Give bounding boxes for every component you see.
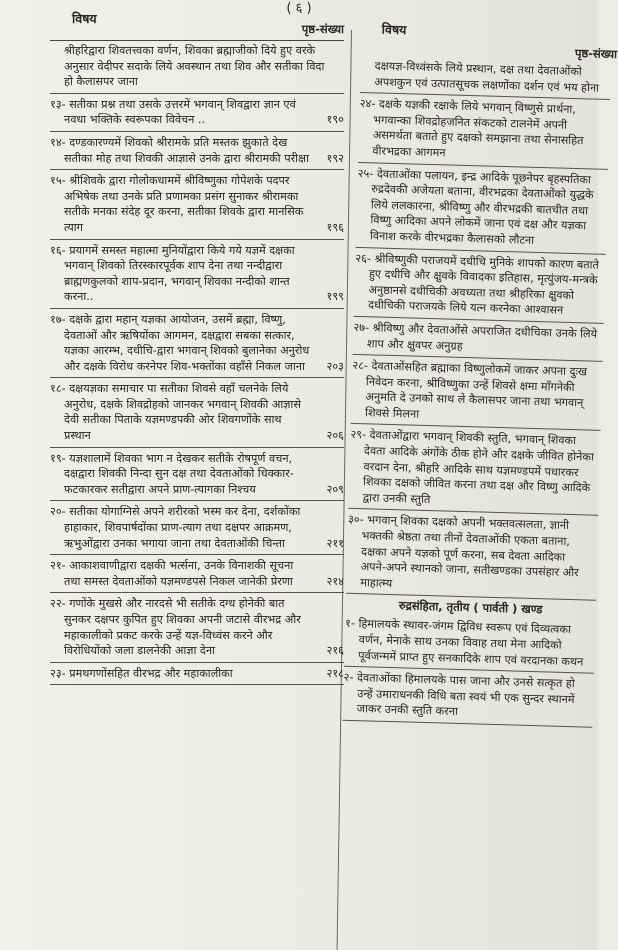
separator (50, 377, 344, 378)
toc-entry (50, 243, 344, 305)
entry-text: २४- दक्षके यज्ञकी रक्षाके लिये भगवान् विष्णुसे प्रार्थना, भगवान्का शिवद्रोहजनित संकटको टालनेमें अपनी असमर्थता बताते हुए दक्षको समझाना तथा सेनासहित वीरभद्रका आगमन (359, 97, 584, 160)
entry-page-number: २१६ (326, 644, 344, 658)
section-entries (342, 616, 595, 728)
toc-entry (353, 320, 604, 358)
toc-entry (50, 135, 344, 166)
entry-text: २०- सतीका योगाग्निसे अपने शरीरको भस्म कर देना, दर्शकोंका हाहाकार, शिवपार्षदोंका प्राण-त्याग तथा दक्षपर आक्रमण, ऋभुओंद्वारा उनका भगाया जाना तथा देवताओंकी चिन्ता (50, 505, 301, 550)
toc-entry (50, 558, 344, 589)
entry-page-number: २११ (326, 536, 344, 550)
entry-text: ३०- भगवान् शिवका दक्षको अपनी भक्तवत्सलता, ज्ञानी भक्तकी श्रेष्ठता तथा तीनों देवताओंकी एकता बताना, दक्षका अपने यज्ञको पूर्ण करना, सब देवता आदिका अपने-अपने स्थानको जाना, सतीखण्डका उपसंहार और माहात्म्य (347, 513, 579, 590)
separator (50, 592, 344, 593)
entry-page-number: १९० (326, 113, 344, 127)
toc-entry (351, 358, 603, 427)
entry-page-number: १९६ (326, 220, 344, 234)
left-entries (50, 97, 344, 686)
entry-text: १८- दक्षयज्ञका समाचार पा सतीका शिवसे वहाँ चलनेके लिये अनुरोध, दक्षके शिवद्रोहको जानकर भगवान् शिवकी आज्ञासे देवी सतीका पिताके यज्ञमण्डपकी ओर शिवगणोंके साथ प्रस्थान (50, 382, 301, 443)
entry-text: २३- प्रमथगणोंसहित वीरभद्र और महाकालीका (50, 666, 233, 680)
right-heading-subject: विषय (381, 21, 407, 38)
entry-text: २७- श्रीविष्णु और देवताओंसे अपराजित दधीचिका उनके लिये शाप और क्षुवपर अनुग्रह (353, 320, 598, 353)
entry-page-number: २०३ (326, 359, 344, 373)
toc-entry (348, 427, 600, 512)
entry-text: १७- दक्षके द्वारा महान् यज्ञका आयोजन, उसमें ब्रह्मा, विष्णु, देवताओं और ऋषियोंका आगमन, दक्षद्वारा सबका सत्कार, यज्ञका आरम्भ, दधीचि-द्वारा भगवान् शिवको बुलानेका अनुरोध और दक्षके विरोध करनेपर शिव-भक्तोंका वहाँसे निकल जाना (50, 312, 310, 373)
page-number: ( ६ ) (286, 1, 312, 16)
entry-page-number: १९९ (326, 290, 344, 304)
separator (50, 131, 344, 132)
toc-entry (354, 250, 606, 319)
right-intro-text: दक्षयज्ञ-विध्वंसके लिये प्रस्थान, दक्ष तथा देवताओंको अपशकुन एवं उत्पातसूचक लक्षणोंका दर्शन एवं भय होना (374, 59, 600, 95)
right-column (342, 20, 618, 731)
section-title: रुद्रसंहिता, तृतीय ( पार्वती ) खण्ड (398, 598, 543, 617)
entry-page-number: २०९ (326, 482, 344, 496)
toc-entry (50, 173, 344, 235)
separator (50, 308, 344, 309)
left-header (50, 0, 344, 36)
separator (50, 93, 344, 94)
toc-entry (50, 381, 344, 443)
toc-entry (50, 666, 344, 682)
toc-entry (50, 451, 344, 498)
separator (50, 662, 344, 663)
entry-text: १४- दण्डकारण्यमें शिवको श्रीरामके प्रति मस्तक झुकाते देख सतीका मोह तथा शिवकी आज्ञासे उनके द्वारा श्रीरामकी परीक्षा (50, 135, 309, 165)
left-header-rule (50, 40, 344, 41)
entry-text: १५- श्रीशिवके द्वारा गोलोकधाममें श्रीविष्णुका गोपेशके पदपर अभिषेक तथा उनके प्रति प्रणामका प्रसंग सुनाकर श्रीरामका सतीके मनका संदेह दूर करना, सतीका शिवके द्वारा मानसिक त्याग (50, 174, 304, 234)
separator (50, 500, 344, 501)
entry-text: २२- गणोंके मुखसे और नारदसे भी सतीके दग्ध होनेकी बात सुनकर दक्षपर कुपित हुए शिवका अपनी जटासे वीरभद्र और महाकालीको प्रकट करके उन्हें यज्ञ-विध्वंस करने और विरोधियोंको जला डालनेकी आज्ञा देना (50, 597, 301, 658)
right-heading-page: पृष्ठ-संख्या (574, 45, 618, 62)
entry-text: १९- यज्ञशालामें शिवका भाग न देखकर सतीके रोषपूर्ण वचन, दक्षद्वारा शिवकी निन्दा सुन दक्ष तथा देवताओंको धिक्कार-फटकारकर सतीद्वारा अपने प्राण-त्यागका निश्चय (50, 451, 294, 496)
toc-entry (356, 166, 608, 251)
left-column (50, 0, 344, 688)
toc-entry (346, 512, 598, 597)
separator (50, 684, 344, 685)
entry-text: २८- देवताओंसहित ब्रह्माका विष्णुलोकमें जाकर अपना दुःख निवेदन करना, श्रीविष्णुका उन्हें शिवसे क्षमा माँगनेकी अनुमति दे उनको साथ ले कैलासपर जाना तथा भगवान् शिवसे मिलना (352, 358, 588, 421)
toc-entry (50, 97, 344, 128)
entry-text: २९- देवताओंद्वारा भगवान् शिवकी स्तुति, भगवान् शिवका देवता आदिके अंगोंके ठीक होने और दक्षके जीवित होनेका वरदान देना, श्रीहरि आदिके साथ यज्ञमण्डपमें पधारकर शिवका दक्षको जीवित करना तथा दक्ष और विष्णु आदिके द्वारा उनकी स्तुति (350, 428, 595, 506)
entry-text: २५- देवताओंका पलायन, इन्द्र आदिके पूछनेपर बृहस्पतिका रुद्रदेवकी अजेयता बताना, वीरभद्रका देवताओंको युद्धके लिये ललकारना, श्रीविष्णु और वीरभद्रकी बातचीत तथा विष्णु आदिका अपने लोकमें जाना एवं दक्ष और यज्ञका विनाश करके वीरभद्रका कैलासको लौटना (357, 166, 594, 247)
left-heading-subject: विषय (72, 11, 97, 26)
separator (50, 239, 344, 240)
separator (50, 169, 344, 170)
separator (50, 447, 344, 448)
entry-text: १३- सतीका प्रश्न तथा उसके उत्तरमें भगवान् शिवद्वारा ज्ञान एवं नवधा भक्तिके स्वरूपका विवेचन .. (50, 97, 296, 127)
entry-page-number: २१४ (326, 574, 344, 588)
left-intro-text: श्रीहरिद्वारा शिवतत्त्वका वर्णन, शिवका ब्रह्माजीको दिये हुए वरके अनुसार वेदीपर सदाके लिये अवस्थान तथा शिव और सतीका विदा हो कैलासपर जाना (64, 44, 325, 89)
toc-entry (50, 596, 344, 658)
entry-text: २६- श्रीविष्णुकी पराजयमें दधीचि मुनिके शापको कारण बताते हुए दधीचि और क्षुवके विवादका इतिहास, मृत्युंजय-मन्त्रके अनुष्ठानसे दधीचिकी अवध्यता तथा श्रीहरिका क्षुवको दधीचिकी पराजयके लिये यत्न करनेका आश्वासन (355, 251, 600, 318)
toc-entry (358, 96, 610, 165)
entry-text: २१- आकाशवाणीद्वारा दक्षकी भर्त्सना, उनके विनाशकी सूचना तथा समस्त देवताओंको यज्ञमण्डपसे निकल जानेकी प्रेरणा (50, 559, 294, 588)
right-header (361, 20, 618, 62)
entry-page-number: १९२ (326, 151, 344, 165)
entry-text: १६- प्रयागमें समस्त महात्मा मुनियोंद्वारा किये गये यज्ञमें दक्षका भगवान् शिवको तिरस्कारपूर्वक शाप देना तथा नन्दीद्वारा ब्राह्मणकुलको शाप-प्रदान, भगवान् शिवका नन्दीको शान्त करना.. (50, 243, 295, 304)
toc-entry (343, 670, 594, 724)
entry-text: २- देवताओंका हिमालयके पास जाना और उनसे सत्कृत हो उन्हें उमाराधनकी विधि बता स्वयं भी एक सुन्दर स्थानमें जाकर उनकी स्तुति करना (343, 670, 575, 719)
left-heading-page: पृष्ठ-संख्या (301, 22, 344, 36)
entry-text: १- हिमालयके स्थावर-जंगम द्विविध स्वरूप एवं दिव्यत्वका वर्णन, मेनाके साथ उनका विवाह तथा मेना आदिको पूर्वजन्ममें प्राप्त हुए सनकादिके शाप एवं वरदानका कथन (344, 617, 584, 669)
entry-page-number: २०६ (326, 429, 344, 443)
right-entries (346, 96, 610, 601)
toc-entry (344, 616, 595, 670)
toc-entry (50, 504, 344, 551)
toc-entry (50, 312, 344, 374)
separator (50, 554, 344, 555)
entry-page-number: २१८ (326, 666, 344, 680)
